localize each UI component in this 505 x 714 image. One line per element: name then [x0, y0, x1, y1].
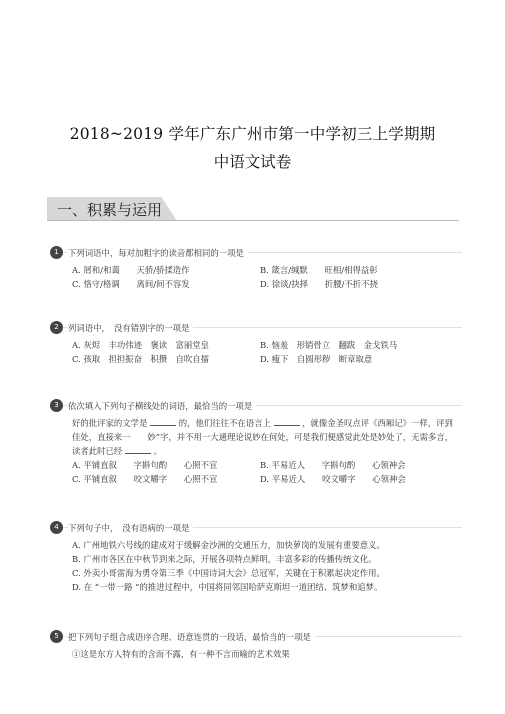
section-header — [47, 197, 459, 221]
option-c: C. 平铺直叙 咬文嚼字 心照不宣 — [72, 474, 218, 484]
question-2 — [50, 318, 462, 366]
question-number-badge: 5 — [50, 630, 63, 643]
question-4 — [50, 518, 462, 594]
exam-title-line-2: 中语文试卷 — [213, 153, 292, 171]
option-a: A. 灰烬 丰功伟迹 褒读 富丽堂皇 — [72, 340, 209, 350]
option-a: A. 广州地铁六号线的建成对于缓解金沙洲的交通压力，加快萝岗的发展有重要意义。 — [72, 540, 385, 550]
question-number-badge: 3 — [50, 399, 63, 412]
question-number-badge: 1 — [50, 246, 63, 259]
question-stem: 依次填入下列句子横线处的词语，最恰当的一项是 — [68, 399, 256, 413]
option-c: C. 孩取 担担振奋 积攒 自吹自擂 — [72, 354, 210, 364]
option-b: B. 箴言/缄默 旺相/相得益彰 — [260, 265, 378, 275]
section-title: 一、积累与运用 — [57, 201, 163, 219]
question-stem: 下列词语中，每对加粗字的读音都相同的一项是 — [68, 246, 248, 260]
question-1 — [50, 243, 462, 291]
question-stem: 下列句子中， 没有语病的一项是 — [68, 521, 193, 535]
section-divider — [47, 220, 459, 221]
option-d: D. 徐谈/抉择 折腰/不折不挠 — [260, 279, 378, 289]
option-d: D. 瘦下 自圆形秽 断章取意 — [260, 354, 373, 364]
passage-text: 。 — [153, 446, 162, 456]
question-5 — [50, 627, 462, 661]
option-d: D. 平易近人 咬文嚼字 心领神会 — [260, 474, 406, 484]
exam-title-line-1: 2018~2019 学年广东广州市第一中学初三上学期期 — [69, 125, 436, 143]
option-c: C. 外卖小哥雷海为勇夺第三季《中国诗词大会》总冠军，关键在于积累起决定作用。 — [72, 568, 385, 578]
question-passage — [50, 416, 462, 458]
option-d: D. 在 “一带一路 ”的推进过程中，中国将同邻国哈萨克斯坦一道团结、筑梦和追梦。 — [72, 582, 383, 592]
option-b: B. 广州市各区在中秋节到来之际，开展各项特点鲜明，丰富多彩的传播传统文化。 — [72, 554, 377, 564]
option-a: A. 屑和/和蔼 天骄/骄揉造作 — [72, 265, 190, 275]
fill-blank — [150, 417, 176, 426]
question-stem: 把下列句子组合成语序合理、语意连贯的一段话，最恰当的一项是 — [68, 630, 315, 644]
sentence-1: ①这是东方人特有的含而不露，有一种不言而喻的艺术效果 — [72, 649, 290, 659]
question-number-badge: 2 — [50, 321, 63, 334]
passage-text: ，就像金圣叹点评《西厢记》一样，评到佳处，直接来一 妙”字，并不用一大通理论说妙在何处，可是我们便感觉此处是妙处了，无需多言，读者此时已经 — [72, 418, 454, 456]
fill-blank — [274, 417, 300, 426]
fill-blank — [125, 445, 151, 454]
passage-text: 好的批评家的文学是 — [72, 418, 148, 428]
passage-text: 的，他们往往不在语言上 — [178, 418, 271, 428]
question-number-badge: 4 — [50, 521, 63, 534]
option-a: A. 平铺直叙 字斟句酌 心照不宣 — [72, 460, 218, 470]
question-stem: 列词语中， 没有错别字的一项是 — [68, 321, 193, 335]
question-3 — [50, 396, 462, 486]
option-b: B. 平易近人 字斟句酌 心领神会 — [260, 460, 406, 470]
option-c: C. 恪守/格调 离间/间不容发 — [72, 279, 190, 289]
option-b: B. 恼羞 形销骨立 翻跋 金戈铁马 — [260, 340, 398, 350]
